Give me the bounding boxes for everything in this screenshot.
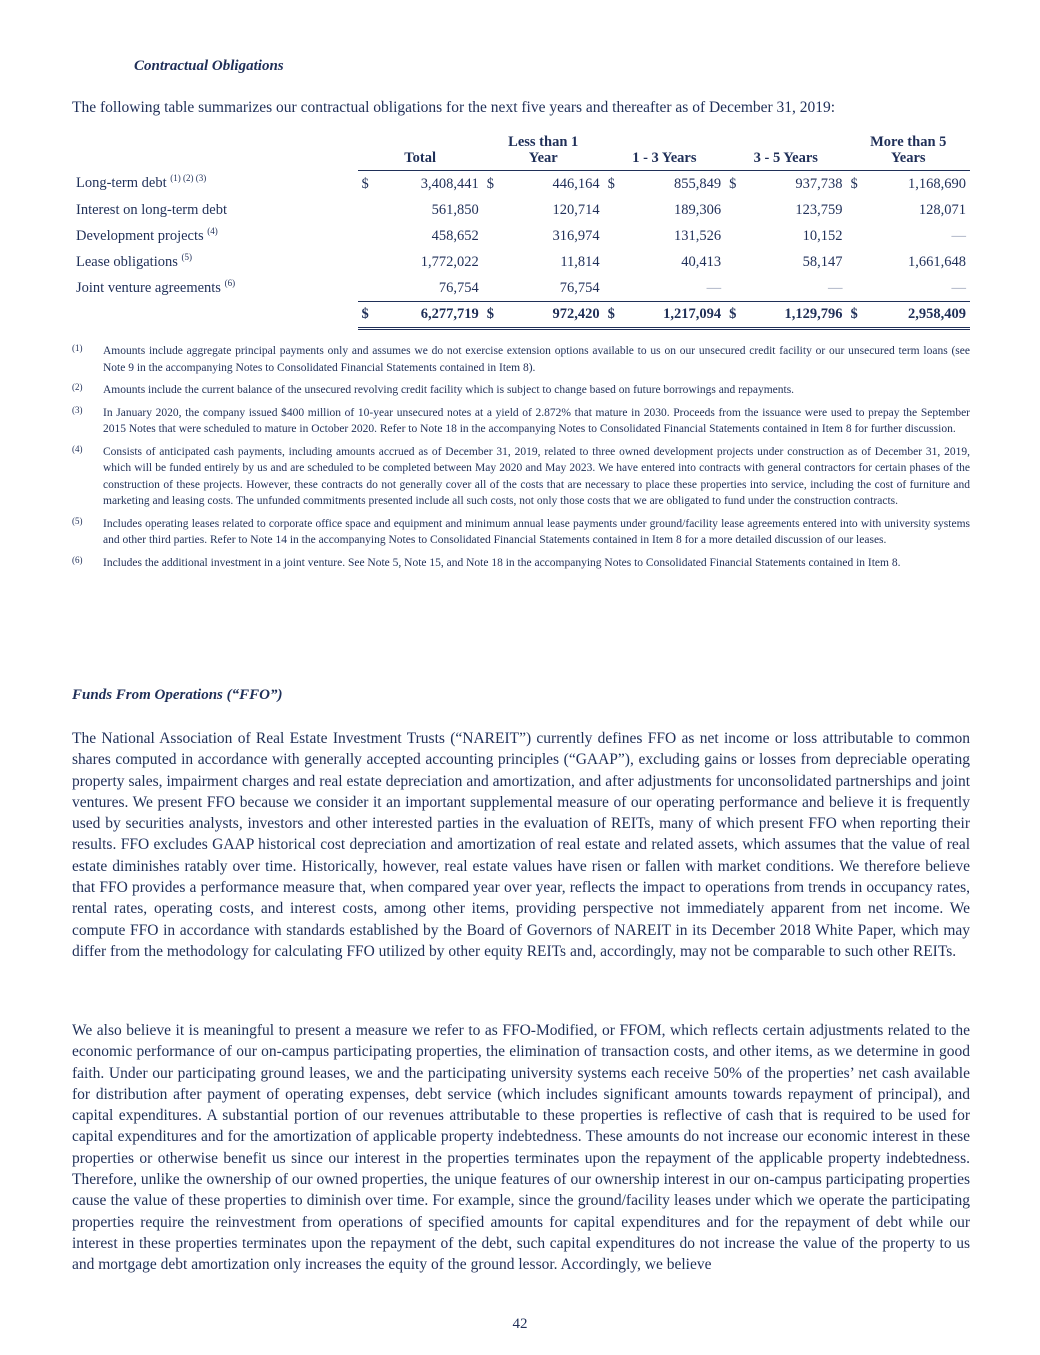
table-row xyxy=(72,171,970,198)
footnote-text: In January 2020, the company issued $400 million of 10-year unsecured notes at a yield of 2.872% that mature in 2030. Proceeds from the issuance were used to prepay the September 2015 Notes that were scheduled to mature in October 2020. Refer to Note 18 in the accompanying Notes to Consolidated Financial Statements contained in Item 8 for further discussion. xyxy=(103,406,970,435)
table-cell: 1,772,022 xyxy=(420,253,479,270)
footnote xyxy=(72,516,970,549)
column-header: More than 5 Years xyxy=(847,134,970,171)
total-cell: 2,958,409 xyxy=(876,302,970,329)
footnote-ref: (6) xyxy=(224,277,236,288)
footnote-marker: (3) xyxy=(72,404,83,415)
total-cell: 1,217,094 xyxy=(633,302,725,329)
table-cell: 3,408,441 xyxy=(420,175,479,192)
table-cell: 123,759 xyxy=(795,201,843,218)
column-header: Less than 1 Year xyxy=(483,134,604,171)
footnote-text: Amounts include aggregate principal payments only and assumes we do not exercise extension options available to us on our unsecured credit facility or our unsecured term loans (see Note 9 in the accompanying Notes to Consolidated Financial Statements contained in Item 8). xyxy=(103,345,970,374)
table-cell: 58,147 xyxy=(802,253,843,270)
table-cell: — xyxy=(951,227,966,244)
column-header: 1 - 3 Years xyxy=(604,134,725,171)
currency-symbol: $ xyxy=(604,302,633,329)
footnote-ref: (1) (2) (3) xyxy=(170,173,207,184)
row-label: Development projects xyxy=(76,227,204,244)
footnote-marker: (2) xyxy=(72,382,83,392)
row-label: Long-term debt xyxy=(76,175,167,192)
table-cell: 937,738 xyxy=(795,175,843,192)
table-cell: 855,849 xyxy=(673,175,722,192)
table-cell: 458,652 xyxy=(431,227,479,244)
column-header: Total xyxy=(358,134,483,171)
footnote-text: Consists of anticipated cash payments, including amounts accrued as of December 31, 2019, related to three owned development projects under construction as of December 31, 2019, which will be funded entirely by us and are scheduled to be completed between May 2020 and May 2023. We have entered into contracts with general contractors for certain phases of the construction of these projects. However, these contracts do not generally cover all of the costs that are necessary to place these properties into service, including the cost of furniture and marketing and leasing costs. The unfunded commitments presented include all such costs, not only those costs that we are obligated to fund under the construction contracts. xyxy=(103,445,970,507)
footnote xyxy=(72,555,970,572)
footnote-ref: (5) xyxy=(181,251,193,262)
footnote xyxy=(72,382,970,399)
table-cell: — xyxy=(876,275,970,302)
table-cell: 189,306 xyxy=(673,201,722,218)
row-label: Joint venture agreements xyxy=(76,279,221,296)
table-cell: 76,754 xyxy=(387,275,483,302)
currency-symbol: $ xyxy=(486,175,495,192)
table-cell: 76,754 xyxy=(512,275,604,302)
currency-symbol: $ xyxy=(850,175,858,192)
row-label: Lease obligations xyxy=(76,253,178,270)
ffo-paragraph-1: The National Association of Real Estate Investment Trusts (“NAREIT”) currently defines FFO as net income or loss attributable to common shares computed in accordance with generally accepted accounting principles (“GAAP”), excluding gains or losses from depreciable operating property sales, impairment charges and real estate depreciation and amortization, and after adjustments for unconsolidated partnerships and joint ventures. We present FFO because we consider it an important supplemental measure of our operating performance and believe it is frequently used by securities analysts, investors and other interested parties in the evaluation of REITs, many of which present FFO when reporting their results. FFO excludes GAAP historical cost depreciation and amortization of real estate and related assets, which assumes that the value of real estate diminishes ratably over time. Historically, however, real estate values have risen or fallen with market conditions. We therefore believe that FFO provides a performance measure that, when compared year over year, reflects the impact to operations from trends in occupancy rates, rental rates, operating costs, and interest costs, among other items, providing perspective not immediately apparent from net income. We compute FFO in accordance with standards established by the Board of Governors of NAREIT in its December 2018 White Paper, which may differ from the methodology for calculating FFO utilized by other equity REITs and, accordingly, may not be comparable to such other REITs. xyxy=(72,730,970,960)
table-cell: — xyxy=(754,275,846,302)
row-label: Interest on long-term debt xyxy=(76,201,227,218)
footnote xyxy=(72,343,970,376)
table-row xyxy=(72,223,970,249)
intro-text: The following table summarizes our contractual obligations for the next five years and thereafter as of December 31, 2019: xyxy=(72,99,836,116)
currency-symbol: $ xyxy=(358,302,387,329)
currency-symbol: $ xyxy=(607,175,615,192)
table-row xyxy=(72,275,970,302)
table-cell: 316,974 xyxy=(552,227,600,244)
page-number: 42 xyxy=(512,1316,528,1332)
table-total-row xyxy=(72,302,970,329)
column-header: 3 - 5 Years xyxy=(725,134,846,171)
table-row xyxy=(72,197,970,223)
table-cell: 40,413 xyxy=(681,253,722,270)
ffo-section-title: Funds From Operations (“FFO”) xyxy=(72,687,283,703)
total-cell: 1,129,796 xyxy=(754,302,846,329)
footnote-text: Includes the additional investment in a joint venture. See Note 5, Note 15, and Note 18 in the accompanying Notes to Consolidated Financial Statements contained in Item 8. xyxy=(103,556,901,569)
table-cell: 11,814 xyxy=(560,253,600,270)
footnote-text: Amounts include the current balance of the unsecured revolving credit facility which is subject to change based on future borrowings and repayments. xyxy=(103,384,795,396)
table-cell: — xyxy=(633,275,725,302)
footnote-text: Includes operating leases related to corporate office space and equipment and minimum annual lease payments under ground/facility lease agreements entered into with university systems and other third parties. Refer to Note 14 in the accompanying Notes to Consolidated Financial Statements contained in Item 8 for a more detailed discussion of our leases. xyxy=(103,517,970,546)
footnote-marker: (4) xyxy=(72,443,83,454)
contractual-obligations-table xyxy=(72,134,970,330)
currency-symbol: $ xyxy=(725,302,754,329)
footnote-marker: (6) xyxy=(72,554,83,565)
currency-symbol: $ xyxy=(483,302,512,329)
table-header-row xyxy=(72,134,970,171)
table-cell: 1,661,648 xyxy=(908,253,966,270)
footnote-ref: (4) xyxy=(207,225,218,236)
footnote xyxy=(72,405,970,438)
table-cell: 131,526 xyxy=(673,227,722,244)
table-cell: 128,071 xyxy=(918,201,966,218)
table-cell: 446,164 xyxy=(552,175,600,192)
table-row xyxy=(72,249,970,275)
footnotes xyxy=(72,343,970,577)
footnote-marker: (1) xyxy=(72,343,83,353)
table-cell: 120,714 xyxy=(552,201,600,218)
table-cell: 10,152 xyxy=(802,227,843,244)
footnote xyxy=(72,444,970,510)
currency-symbol: $ xyxy=(847,302,876,329)
table-cell: 1,168,690 xyxy=(908,175,966,192)
section-title: Contractual Obligations xyxy=(134,58,284,74)
total-cell: 6,277,719 xyxy=(387,302,483,329)
currency-symbol: $ xyxy=(361,175,369,192)
ffo-paragraph-2: We also believe it is meaningful to present a measure we refer to as FFO-Modified, or FFOM, which reflects certain adjustments related to the economic performance of our on-campus participating properties, the elimination of transaction costs, and other items, as we determine in good faith. Under our participating ground leases, we and the participating university systems each receive 50% of the properties’ net cash available for distribution after payment of operating expenses, debt service (which includes significant amounts towards repayment of principal), and capital expenditures. A substantial portion of our revenues attributable to these properties is reflective of cash that is required to be used for capital expenditures and for the amortization of applicable property indebtedness. These amounts do not increase our economic interest in these properties or otherwise benefit us since our interest in the properties terminates upon the repayment of the applicable property indebtedness. Therefore, unlike the ownership of our owned properties, the unique features of our ownership interest in our on-campus participating properties cause the value of these properties to diminish over time. For example, since the ground/facility leases under which we operate the participating properties require the reinvestment from operations of specified amounts for capital expenditures and for the repayment of debt while our interest in these properties terminates upon the repayment of the debt, such capital expenditures do not increase the value of the property to us and mortgage debt amortization only increases the equity of the ground lessor. Accordingly, we believe xyxy=(72,1022,970,1274)
currency-symbol: $ xyxy=(729,175,737,192)
total-cell: 972,420 xyxy=(512,302,604,329)
footnote-marker: (5) xyxy=(72,515,83,526)
table-cell: 561,850 xyxy=(431,201,479,218)
